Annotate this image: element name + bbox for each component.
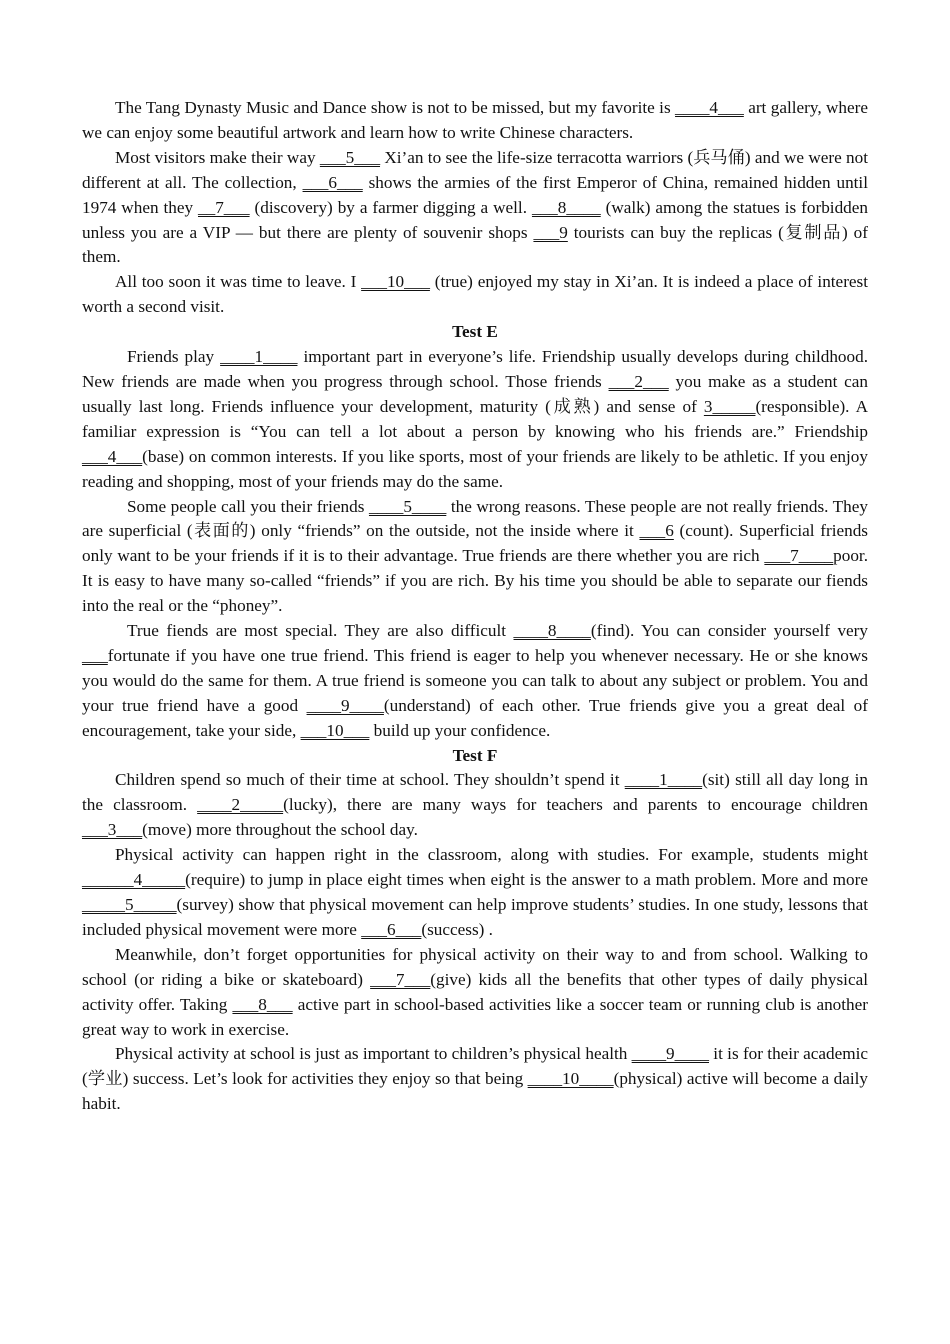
paragraph: Some people call you their friends ____5____ the wrong reasons. These people are not really friends. They are superficial (表面的) only “friends” on the outside, not the inside where it ___6 (count). Superficial friends only want to be your friends if it is to their advantage. True friends are there whether you are rich ___7____poor. It is easy to have many so-called “friends” if you are rich. By his time you should be able to separate our fiends into the real or the “phoney”. [82,496,868,616]
paragraph: The Tang Dynasty Music and Dance show is not to be missed, but my favorite is ____4___ art gallery, where we can enjoy some beautiful artwork and learn how to write Chinese characters. [82,98,869,142]
paragraph: All too soon it was time to leave. I ___10___ (true) enjoyed my stay in Xi’an. It is indeed a place of interest worth a second visit. [82,272,869,317]
paragraph: Meanwhile, don’t forget opportunities for physical activity on their way to and from school. Walking to school (or riding a bike or skateboard) ___7___(give) kids all the benefits that other types of daily physical activity offer. Taking ___8___ active part in school-based activities like a soccer team or running club is another great way to work in exercise. [82,944,868,1039]
section-heading: Test F [452,745,498,765]
paragraph: True fiends are most special. They are also difficult ____8____(find). You can consider yourself very ___fortunate if you have one true friend. This friend is eager to help you whenever necessary. He or she knows you would do the same for them. A true friend is someone you can talk to about any subject or problem. You and your true friend have a good ____9____(understand) of each other. True friends give you a great deal of encouragement, take your side, ___10___ build up your confidence. [82,621,868,740]
paragraph: Friends play ____1____ important part in everyone’s life. Friendship usually develops during childhood. New friends are made when you progress through school. Those friends ___2___ you make as a student can usually last long. Friends influence your development, maturity (成熟) and sense of 3_____(responsible). A familiar expression is “You can tell a lot about a person by knowing who his friends are.” Friendship ___4___(base) on common interests. If you like sports, most of your friends are likely to be athletic. If you enjoy reading and shopping, most of your friends may do the same. [82,347,869,491]
document-page [82,96,868,1117]
paragraph: Children spend so much of their time at school. They shouldn’t spend it ____1____(sit) still all day long in the classroom. ____2_____(lucky), there are many ways for teachers and parents to encourage children ___3___(move) more throughout the school day. [82,770,868,840]
section-heading: Test E [452,322,498,342]
paragraph: Most visitors make their way ___5___ Xi’an to see the life-size terracotta warriors (兵马俑) and we were not different at all. The collection, ___6___ shows the armies of the first Emperor of China, remained hidden until 1974 when they __7___ (discovery) by a farmer digging a well. ___8____ (walk) among the statues is forbidden unless you are a VIP — but there are plenty of souvenir shops ___9 tourists can buy the replicas (复制品) of them. [82,147,869,267]
paragraph: Physical activity can happen right in the classroom, along with studies. For example, students might ______4_____(require) to jump in place eight times when eight is the answer to a math problem. More and more _____5_____(survey) show that physical movement can help improve students’ studies. In one study, lessons that included physical movement were more ___6___(success) . [82,845,868,939]
paragraph: Physical activity at school is just as important to children’s physical health ____9____ it is for their academic (学业) success. Let’s look for activities they enjoy so that being ____10____(physical) active will become a daily habit. [82,1044,868,1114]
